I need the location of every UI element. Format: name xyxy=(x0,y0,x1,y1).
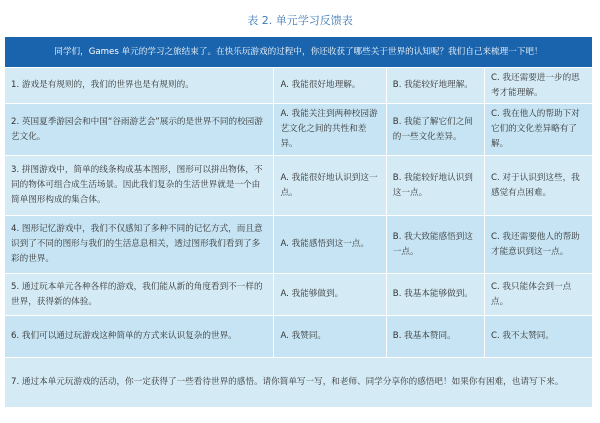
table-row xyxy=(5,316,593,358)
option-c-cell[interactable]: C. 我还需要进一步的思考才能理解。 xyxy=(484,68,592,104)
question-cell: 1. 游戏是有规则的，我们的世界也是有规则的。 xyxy=(5,68,274,104)
option-b-cell[interactable]: B. 我大致能感悟到这一点。 xyxy=(386,216,484,274)
option-b-cell[interactable]: B. 我能较好地认识到这一点。 xyxy=(386,156,484,216)
option-b-cell[interactable]: B. 我基本赞同。 xyxy=(386,316,484,358)
option-c-cell[interactable]: C. 我还需要他人的帮助才能意识到这一点。 xyxy=(484,216,592,274)
table-header-text: 同学们，Games 单元的学习之旅结束了。在快乐玩游戏的过程中，你还收获了哪些关于世界的认知呢？我们自己来梳理一下吧！ xyxy=(5,37,593,68)
option-b-cell[interactable]: B. 我能了解它们之间的一些文化差异。 xyxy=(386,104,484,156)
option-a-cell[interactable]: A. 我能够做到。 xyxy=(274,274,386,316)
option-c-cell[interactable]: C. 我不太赞同。 xyxy=(484,316,592,358)
feedback-table xyxy=(4,36,593,408)
option-b-cell[interactable]: B. 我能较好地理解。 xyxy=(386,68,484,104)
option-a-cell[interactable]: A. 我赞同。 xyxy=(274,316,386,358)
table-row xyxy=(5,156,593,216)
option-c-cell[interactable]: C. 我只能体会到一点点。 xyxy=(484,274,592,316)
option-b-cell[interactable]: B. 我基本能够做到。 xyxy=(386,274,484,316)
question-cell: 6. 我们可以通过玩游戏这种简单的方式来认识复杂的世界。 xyxy=(5,316,274,358)
question-cell: 5. 通过玩本单元各种各样的游戏，我们能从新的角度看到不一样的世界，获得新的体验。 xyxy=(5,274,274,316)
table-row xyxy=(5,216,593,274)
table-row xyxy=(5,274,593,316)
question-cell: 4. 图形记忆游戏中，我们不仅感知了多种不同的记忆方式，而且意识到了不同的图形与我们的生活息息相关，透过图形我们看到了多彩的世界。 xyxy=(5,216,274,274)
question-cell: 3. 拼图游戏中，简单的线条构成基本图形，图形可以拼出物体，不同的物体可组合成生活场景。因此我们复杂的生活世界就是一个由简单图形构成的集合体。 xyxy=(5,156,274,216)
table-row xyxy=(5,358,593,408)
option-a-cell[interactable]: A. 我能很好地理解。 xyxy=(274,68,386,104)
option-a-cell[interactable]: A. 我能关注到两种校园游艺文化之间的共性和差异。 xyxy=(274,104,386,156)
table-header-row xyxy=(5,37,593,68)
option-a-cell[interactable]: A. 我能很好地认识到这一点。 xyxy=(274,156,386,216)
option-a-cell[interactable]: A. 我能感悟到这一点。 xyxy=(274,216,386,274)
table-caption: 表 2. 单元学习反馈表 xyxy=(247,14,353,27)
table-row xyxy=(5,104,593,156)
final-question-cell[interactable]: 7. 通过本单元玩游戏的活动，你一定获得了一些看待世界的感悟。请你简单写一写，和老师、同学分享你的感悟吧！如果你有困难，也请写下来。 xyxy=(5,358,593,408)
option-c-cell[interactable]: C. 对于认识到这些，我感觉有点困难。 xyxy=(484,156,592,216)
table-row xyxy=(5,68,593,104)
option-c-cell[interactable]: C. 我在他人的帮助下对它们的文化差异略有了解。 xyxy=(484,104,592,156)
question-cell: 2. 英国夏季游园会和中国“谷雨游艺会”展示的是世界不同的校园游艺文化。 xyxy=(5,104,274,156)
